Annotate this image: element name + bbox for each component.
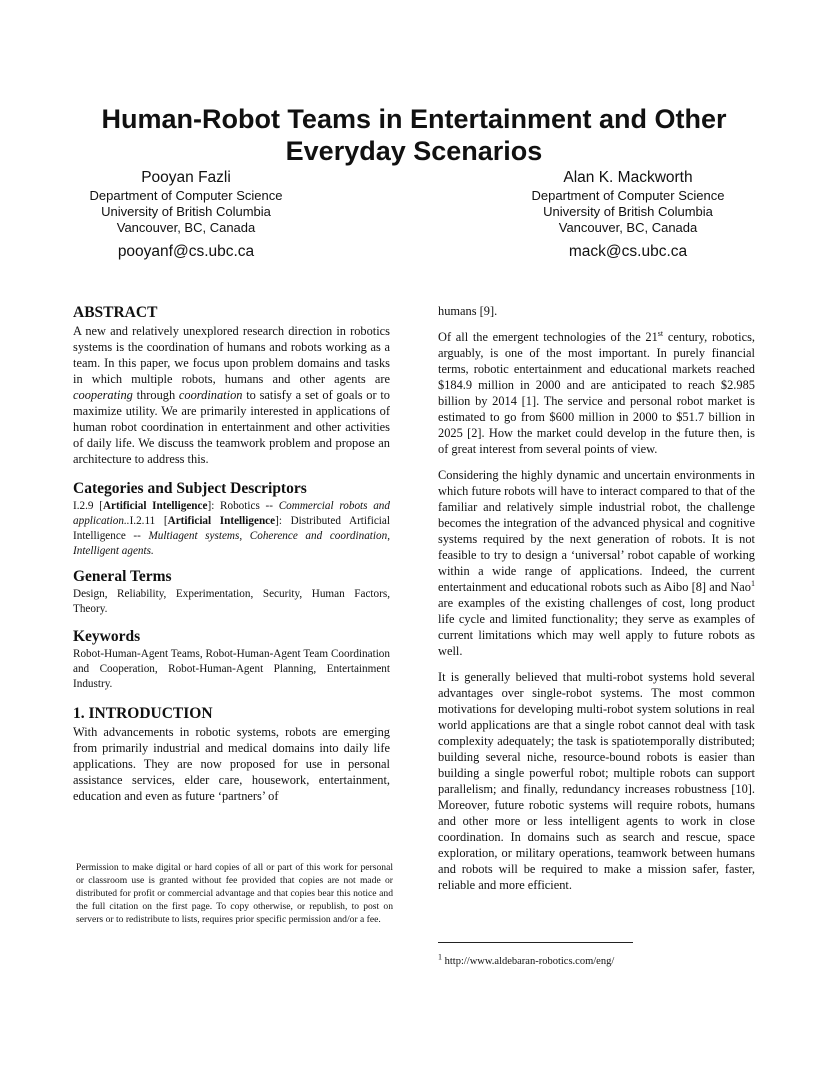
keywords-text: Robot-Human-Agent Teams, Robot-Human-Agent Team Coordination and Cooperation, Robot-Human-Agent Planning, Entertainment Industry. <box>73 648 390 690</box>
paragraph: Considering the highly dynamic and uncertain environments in which future robots will have to interact compared to that of the familiar and relatively simple industrial robot, the challenge becomes the integration of the advanced physical and cognitive systems required by the next generation of robots. It is not feasible to try to design a ‘universal’ robot capable of working within a wide range of applications. Indeed, the current entertainment and educational robots such as Aibo [8] and Nao$^1$ are examples of the existing challenges of cost, long product life cycle and limited functionality; they serve as examples of current limitations which may well apply to future robots as well. <box>438 468 755 658</box>
categories-text: I.2.9 [Artificial Intelligence]: Robotics -- Commercial robots and application..I.2.11 [Artificial Intelligence]: Distributed Artificial Intelligence -- Multiagent systems, Coherence and coordination, Intelligent agents. <box>73 500 390 557</box>
author-location: Vancouver, BC, Canada <box>116 220 256 235</box>
permission-notice: Permission to make digital or hard copies of all or part of this work for personal or classroom use is granted without fee provided that copies are not made or distributed for profit or commercial advantage and that copies bear this notice and the full citation on the first page. To copy otherwise, or republish, to post on servers or to redistribute to lists, requires prior specific permission and/or a fee. <box>76 862 393 925</box>
author-email: pooyanf@cs.ubc.ca <box>117 243 255 260</box>
author-block <box>463 168 793 262</box>
paragraph: humans [9]. <box>438 304 498 318</box>
footnote: $^1$ http://www.aldebaran-robotics.com/eng/ <box>438 952 615 967</box>
author-department: Department of Computer Science <box>89 188 283 203</box>
author-block <box>21 168 351 262</box>
author-university: University of British Columbia <box>543 204 713 219</box>
abstract-text: A new and relatively unexplored research direction in robotics systems is the coordination of humans and robots working as a team. In this paper, we focus upon problem domains and tasks in which multiple robots, humans and other agents are cooperating through coordination to satisfy a set of goals or to maximize utility. We are primarily interested in applications of human robot coordination in entertainment and other activities of daily life. We discuss the teamwork problem and propose an architecture to address this. <box>73 324 390 466</box>
general-terms-heading: General Terms <box>73 568 172 585</box>
paragraph: Of all the emergent technologies of the 21st century, robotics, arguably, is one of the most important. In purely financial terms, robotic entertainment and educational markets reached $184.9 million in 2000 and are anticipated to reach $2.985 billion by 2014 [1]. The service and personal robot market is estimated to go from $600 million in 2000 to $51.7 billion in 2025 [2]. How the market could develop in the future then, is of great interest from several points of view. <box>438 328 755 456</box>
author-location: Vancouver, BC, Canada <box>558 220 698 235</box>
paper-title: Human-Robot Teams in Entertainment and Other Everyday Scenarios <box>101 104 727 166</box>
categories-heading: Categories and Subject Descriptors <box>73 480 307 497</box>
introduction-text: With advancements in robotic systems, robots are emerging from primarily industrial and medical domains into daily life applications. They are now proposed for use in personal assistance services, elder care, housework, entertainment, education and even as future ‘partners’ of <box>73 725 390 803</box>
paragraph: It is generally believed that multi-robot systems hold several advantages over single-robot systems. The most common motivations for developing multi-robot system solutions in real world applications are that a single robot cannot deal with task complexity adequately; the task is spatiotemporally distributed; building several niche, resource-bound robots is easier than building a single powerful robot; multiple robots can support parallelism; and finally, redundancy increases robustness [10]. Moreover, future robotic systems will require robots, humans and other more or less intelligent agents to work in close coordination. In domains such as search and rescue, space exploration, or military operations, teamwork between humans and robots will be required to make a mission safer, faster, reliable and more efficient. <box>438 670 755 892</box>
author-email: mack@cs.ubc.ca <box>568 243 688 260</box>
footnote-rule <box>438 942 633 943</box>
introduction-heading: 1. INTRODUCTION <box>73 705 213 722</box>
author-name: Alan K. Mackworth <box>563 169 693 186</box>
right-column <box>438 303 755 893</box>
left-column <box>73 303 390 804</box>
author-name: Pooyan Fazli <box>141 169 231 186</box>
keywords-heading: Keywords <box>73 628 141 645</box>
general-terms-text: Design, Reliability, Experimentation, Security, Human Factors, Theory. <box>73 588 390 615</box>
author-university: University of British Columbia <box>101 204 271 219</box>
abstract-heading: ABSTRACT <box>73 304 158 321</box>
author-department: Department of Computer Science <box>531 188 725 203</box>
